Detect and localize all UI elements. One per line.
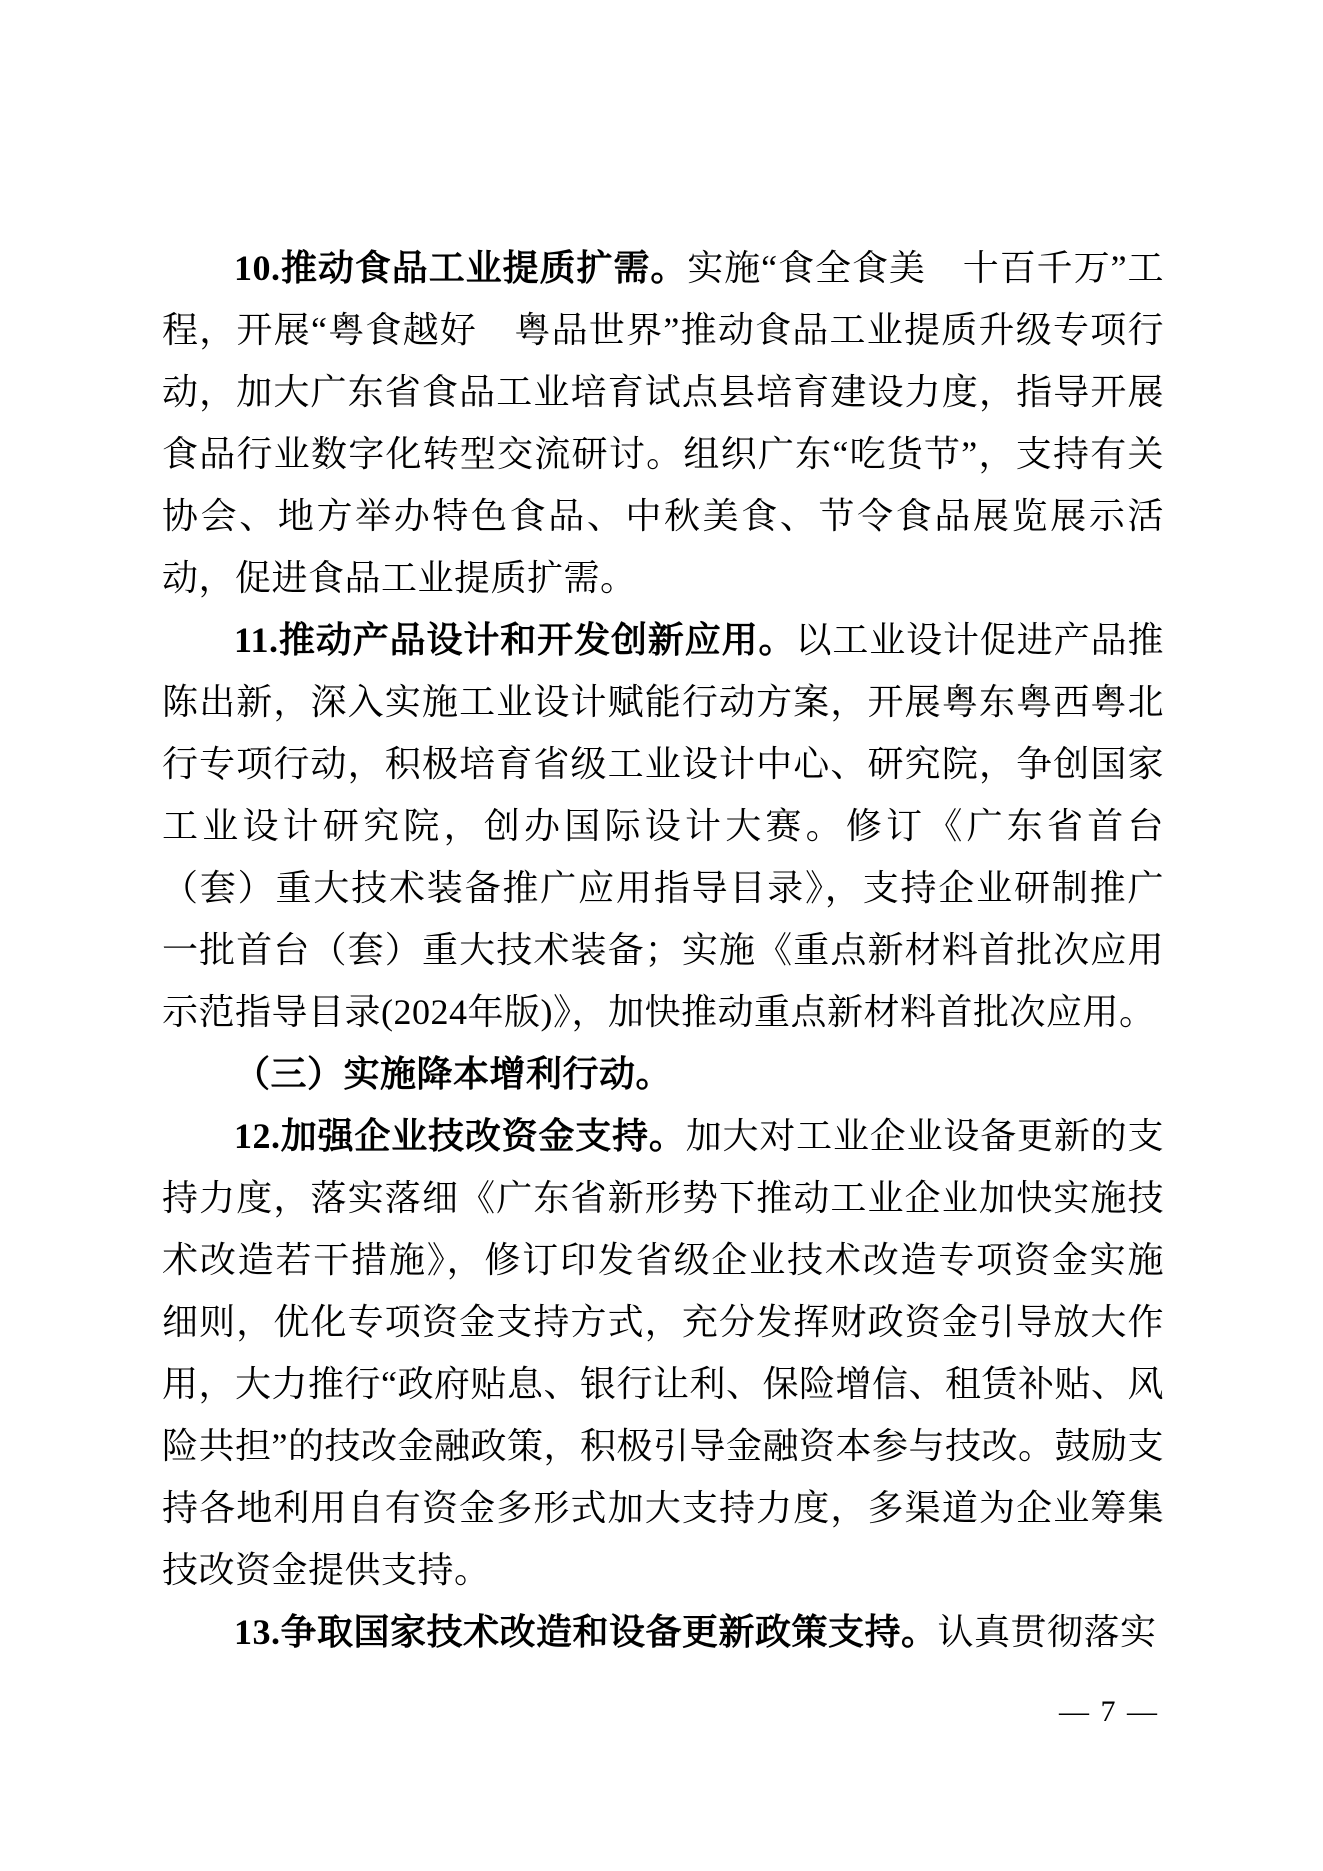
document-body [162, 237, 1164, 1663]
paragraph-item-10 [162, 237, 1164, 609]
paragraph-11-heading: 11.推动产品设计和开发创新应用。 [234, 620, 796, 660]
paragraph-13-heading: 13.争取国家技术改造和设备更新政策支持。 [234, 1612, 938, 1652]
paragraph-item-13 [162, 1601, 1164, 1663]
paragraph-12-body: 加大对工业企业设备更新的支持力度，落实落细《广东省新形势下推动工业企业加快实施技术改造若干措施》，修订印发省级企业技术改造专项资金实施细则，优化专项资金支持方式，充分发挥财政资金引导放大作用，大力推行“政府贴息、银行让利、保险增信、租赁补贴、风险共担”的技改金融政策，积极引导金融资本参与技改。鼓励支持各地利用自有资金多形式加大支持力度，多渠道为企业筹集技改资金提供支持。 [162, 1116, 1164, 1590]
page-number: — 7 — [1059, 1695, 1159, 1728]
paragraph-item-12 [162, 1105, 1164, 1601]
section-heading-3-label: （三）实施降本增利行动。 [234, 1054, 673, 1094]
paragraph-item-11 [162, 609, 1164, 1043]
section-heading-3 [162, 1043, 1164, 1105]
paragraph-12-heading: 12.加强企业技改资金支持。 [234, 1116, 686, 1156]
paragraph-11-body: 以工业设计促进产品推陈出新，深入实施工业设计赋能行动方案，开展粤东粤西粤北行专项行动，积极培育省级工业设计中心、研究院，争创国家工业设计研究院，创办国际设计大赛。修订《广东省首台（套）重大技术装备推广应用指导目录》，支持企业研制推广一批首台（套）重大技术装备；实施《重点新材料首批次应用示范指导目录(2024年版)》，加快推动重点新材料首批次应用。 [162, 620, 1164, 1032]
paragraph-13-body: 认真贯彻落实 [937, 1612, 1157, 1652]
paragraph-10-heading: 10.推动食品工业提质扩需。 [234, 248, 688, 288]
paragraph-10-body: 实施“食全食美 十百千万”工程，开展“粤食越好 粤品世界”推动食品工业提质升级专项行动，加大广东省食品工业培育试点县培育建设力度，指导开展食品行业数字化转型交流研讨。组织广东“吃货节”，支持有关协会、地方举办特色食品、中秋美食、节令食品展览展示活动，促进食品工业提质扩需。 [162, 248, 1164, 598]
